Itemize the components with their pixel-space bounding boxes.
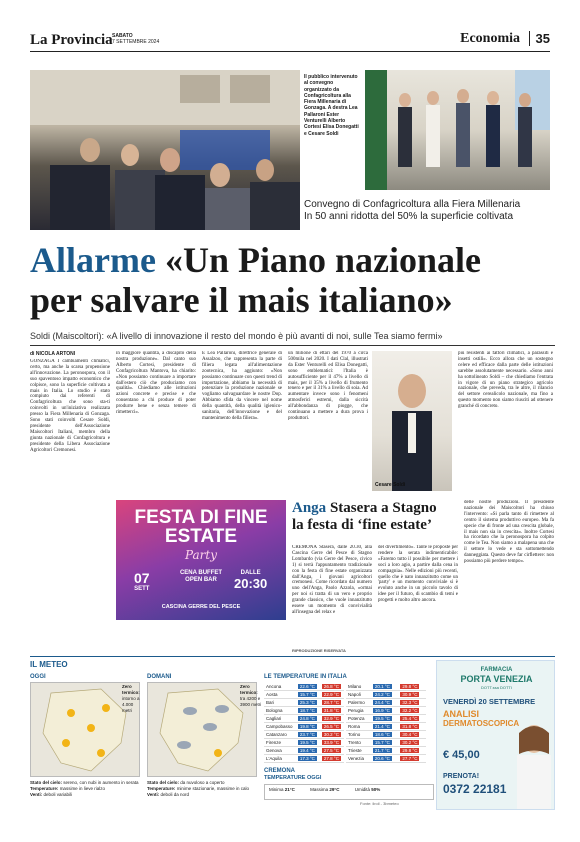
zero-label-today: Zero termico: xyxy=(122,684,140,695)
poster-month: SETT xyxy=(134,586,150,592)
speakers-photo-art xyxy=(365,70,550,190)
byline: di NICOLA ARTONI xyxy=(30,351,76,357)
temp-min: 19.8 °C xyxy=(299,724,315,729)
poster-date xyxy=(134,570,150,592)
ad-book: PRENOTA! xyxy=(443,773,480,780)
temp-city: Aosta xyxy=(264,691,296,699)
temp-city: Genova xyxy=(264,747,296,755)
temps-header: LE TEMPERATURE IN ITALIA xyxy=(264,674,347,680)
umidita-label: Umidità xyxy=(354,787,370,792)
temp-min: 16.9 °C xyxy=(374,708,390,713)
temp-city: Palermo xyxy=(346,699,371,707)
temp-max: 27.7 °C xyxy=(402,756,418,761)
minima-value: 21°C xyxy=(284,787,295,792)
article-col-3: E Lea Pallaroni, direttrice generale di Assalzoo, che rappresenta la parte di filiera legata all'alimentazione zootecnica, ha aggiunto: «Non possiamo continuare con questi trend di importazione, abbiamo la necessità di potenziare la produzione nazionale se vogliamo salvaguardare le nostre Dop. Abbiamo sfida da vincere nel nome della quantità, della qualità igienico-sanitaria, dell'innovazione e del mantenimento della filiera». xyxy=(202,351,282,421)
legend-text: da nuvoloso a coperto xyxy=(180,780,225,785)
photo-caption: Il pubblico intervenuto al convegno organizzato da Confagricoltura alla Fiera Millenaria di Gonzaga. A destra Lea Pallaroni Ester Venturelli Alberto Cortesi Elisa Donegatti e Cesare Soldi xyxy=(304,74,359,137)
legend-label: Stato del cielo: xyxy=(30,780,64,785)
temp-city: L'Aquila xyxy=(264,755,296,763)
temp-min: 22.6 °C xyxy=(299,684,315,689)
audience-photo xyxy=(30,70,300,230)
legend-label: Temperature: xyxy=(147,786,177,791)
issue-date xyxy=(112,33,159,45)
weather-source: Fonte: ilroil - 3bmeteo xyxy=(360,801,399,806)
article-col-6: delle nostre produzioni. Il presidente nazionale dei Maiscoltori ha chiuso l'intervento: «Si parla tanto di rimettere al centro il sistema produttivo europeo. Ma fa specie che di fronte ad una crescita globale, il mais non sia in crescita». Inoltre Cortesi ha ricordato che la peronospora ha colpito come le Tea. Non siamo a malapena una che il settore lo vede e sta sottomettendo danneggiata. Questo deve far cirflettere: non possiamo più perdere tempo». xyxy=(464,500,554,565)
main-headline xyxy=(30,240,555,320)
temp-row xyxy=(346,731,426,739)
temp-max: 30.9 °C xyxy=(402,692,418,697)
temp-row xyxy=(346,755,426,763)
temp-max: 31.8 °C xyxy=(323,708,339,713)
ad-brand-top: FARMACIA xyxy=(480,667,513,673)
temp-city: Bologna xyxy=(264,707,296,715)
temp-max: 27.8 °C xyxy=(323,756,339,761)
temp-max: 29.8 °C xyxy=(402,684,418,689)
massima-value: 29°C xyxy=(329,787,340,792)
temp-row xyxy=(346,739,426,747)
ad-phone: 0372 22181 xyxy=(443,782,507,796)
temp-row xyxy=(264,723,344,731)
temp-min: 20.1 °C xyxy=(374,684,390,689)
temp-city: Cagliari xyxy=(264,715,296,723)
article-col-4: un milione di ettari del 1970 a circa 500mila nel 2020. I dati Clal, illustrati da Ester Venturelli ed Elisa Donegatti, sono emblematici: l'Italia è autosufficiente per il 47% a livello di mais, per il 35% a livello di frumento tenero e per il 31% a livello di soia. Ad aumentare invece sono i fenomeni atmosferici estremi, dalla siccità all'abbondanza di piogge, che continuano a mettere a dura prova i produttori. xyxy=(288,351,368,421)
minima-label: Minima xyxy=(269,787,284,792)
temp-city: Roma xyxy=(346,723,371,731)
temp-city: Milano xyxy=(346,683,371,691)
ad-date: VENERDÌ 20 SETTEMBRE xyxy=(443,697,536,706)
issue-date-text: 7 SETTEMBRE 2024 xyxy=(112,39,160,45)
page-header xyxy=(30,30,550,52)
temp-max: 26.8 °C xyxy=(323,684,339,689)
temp-max: 33.9 °C xyxy=(323,740,339,745)
poster-day: 07 xyxy=(134,570,150,586)
legend-text: minime stazionarie, massime in calo xyxy=(176,786,249,791)
temps-table-1 xyxy=(264,683,344,763)
temp-city: Firenze xyxy=(264,739,296,747)
page-number: 35 xyxy=(529,31,550,46)
temp-min: 21.4 °C xyxy=(374,724,390,729)
temp-min: 17.3 °C xyxy=(299,756,315,761)
temp-min: 18.6 °C xyxy=(374,732,390,737)
poster-title: FESTA DI FINE ESTATE xyxy=(134,507,268,547)
weather-header: IL METEO xyxy=(30,660,68,669)
temp-min: 24.8 °C xyxy=(299,716,315,721)
poster-place: CASCINA GERRE DEL PESCE xyxy=(161,604,241,610)
temp-min: 21.7 °C xyxy=(374,748,390,753)
temp-max: 25.4 °C xyxy=(402,716,418,721)
article-col-5: più resistenti ai fattori climatici, a parassiti e insetti ostili». Ecco allora che un sostegno celere ed efficace dalla parte delle istituzioni sarebbe assolutamente necessario. «Sono anni ha sottolineato Soldi – che chiediamo l'entrata in vigore di un piano strategico agricolo nazionale, che preveda, tra le altre, il rilancio del settore cerealicolo nazionale, ma fino a questo momento non siamo riusciti ad ottenere granché di concreto. xyxy=(458,351,553,410)
temp-city: Catanzaro xyxy=(264,731,296,739)
weather-divider xyxy=(30,656,555,657)
article-col-2: in maggiore quantità, a discapito della nostra produzione». Dal canto suo Alberto Cortesi, presidente di Confagricoltura Mantova, ha chiarito: «Non possiamo continuare a importare dall'estero ciò che produciamo con qualità». Chiediamo alle istituzioni azioni concrete e precise e che consentano a chi produce di poter produrre bene e senza temere di rimetterci». xyxy=(116,351,196,416)
event-poster xyxy=(116,500,286,620)
legend-today xyxy=(30,780,145,798)
issue-day: SABATO xyxy=(112,33,133,39)
section-title: Economia xyxy=(460,31,520,46)
temp-city: Perugia xyxy=(346,707,371,715)
cremona-temps xyxy=(264,784,434,800)
legend-label: Venti: xyxy=(147,792,161,797)
headline-rest: «Un Piano nazionale xyxy=(164,240,481,280)
temp-max: 28.7 °C xyxy=(323,700,339,705)
summary: Soldi (Maiscoltori): «A livello di innovazione il resto del mondo è più avanti di noi, sulle Tea siamo fermi» xyxy=(30,331,443,341)
temp-row xyxy=(264,707,344,715)
temp-min: 19.5 °C xyxy=(374,716,390,721)
temp-row xyxy=(264,755,344,763)
temp-max: 31.8 °C xyxy=(402,724,418,729)
ad-brand-name: PORTA VENEZIA xyxy=(460,674,533,684)
ad-service-2: DERMATOSCOPICA xyxy=(443,719,520,728)
poster-script: Party xyxy=(184,548,218,562)
temp-min: 24.4 °C xyxy=(374,700,390,705)
umidita-value: 50% xyxy=(371,787,381,792)
temp-city: Potenza xyxy=(346,715,371,723)
zero-termico-tomorrow xyxy=(240,684,262,708)
temp-row xyxy=(264,739,344,747)
zero-value-today: intorno a 4.000 metri xyxy=(122,696,140,713)
legend-tomorrow xyxy=(147,780,262,798)
temp-min: 20.6 °C xyxy=(374,756,390,761)
event-kicker: Anga xyxy=(292,500,327,516)
deck xyxy=(304,199,554,223)
event-repro: RIPRODUZIONE RISERVATA xyxy=(292,648,346,653)
temp-max: 29.8 °C xyxy=(402,748,418,753)
legend-text: sereno, con nubi in aumento in serata xyxy=(63,780,139,785)
soldi-caption: Cesare Soldi xyxy=(375,481,406,488)
zero-termico-today xyxy=(122,684,142,714)
legend-label: Venti: xyxy=(30,792,44,797)
temp-row xyxy=(264,731,344,739)
massima-label: Massima xyxy=(310,787,329,792)
temp-city: Trieste xyxy=(346,747,371,755)
poster-time-label: DALLE xyxy=(240,570,261,576)
temp-min: 15.7 °C xyxy=(374,740,390,745)
temp-row xyxy=(264,683,344,691)
temp-min: 24.2 °C xyxy=(374,692,390,697)
temp-min: 23.7 °C xyxy=(299,732,315,737)
temp-min: 15.7 °C xyxy=(299,692,315,697)
temp-min: 25.3 °C xyxy=(299,700,315,705)
temp-row xyxy=(264,691,344,699)
temp-row xyxy=(346,723,426,731)
temp-row xyxy=(346,707,426,715)
pharmacy-ad[interactable] xyxy=(436,660,555,810)
event-col-1: CREMONA Stasera, dalle 20.30, alla Cascina Gerre del Pesce di Stagno Lombardo (via Gerre del Pesce, civico 1) si terrà l'appuntamento tradizionale con la festa di fine estate organizzata dall'Anga, i giovani agricoltori cremonesi. Come ricordato dal numero uno dell'Anga, Paolo Azzola, «ormai per noi si tratta di un vero e proprio grande classico, che vuole innanzitutto essere un momento di convivialità all'insegna del relax e xyxy=(292,545,372,615)
legend-label: Temperature: xyxy=(30,786,60,791)
temp-city: Torino xyxy=(346,731,371,739)
cremona-title: CREMONA xyxy=(264,768,295,774)
temp-row xyxy=(346,715,426,723)
temp-max: 32.3 °C xyxy=(402,700,418,705)
event-col-2: del divertimento». Tante le proposte per rendere la serata indimenticabile: «Faremo tutto il possibile per mettere i soci a loro agio, a partire dalla cena in compagnia». Nelle edizioni più recenti, quello che è nato innanzitutto come un 'party' e un momento conviviale si è evoluto anche in un piccolo tavolo di idee per il futuro, di scambio di temi e progetti e molto altro ancora. xyxy=(378,545,458,604)
article-col-1: GONZAGA I cambiamenti climatici, certo, ma anche la scarsa propensione all'innovazione. La peronospora, con il suo spaventoso impatto economico che colpisce, sono la superficie coltivata a mais in Italia. Lo studio è stato compiuto dai referenti di Confagricoltura che sono sta-ti coinvolti in un'iniziativa realizzata presso la Fiera Millenaria di Gonzaga. Sono stati coinvolti Cesare Soldi, presidente dell'Associazione Maiscoltori Italiani, membro della giunta nazionale di Confagricoltura e presidente della Libera Associazione Agricoltori Cremonesi. xyxy=(30,359,110,453)
event-title-rest: Stasera a Stagno xyxy=(329,500,437,516)
cremona-subtitle: TEMPERATURE OGGI xyxy=(264,775,322,781)
temp-city: Napoli xyxy=(346,691,371,699)
temp-max: 27.5 °C xyxy=(323,748,339,753)
temp-city: Trento xyxy=(346,739,371,747)
temp-max: 32.2 °C xyxy=(402,708,418,713)
temp-row xyxy=(264,699,344,707)
temp-min: 19.5 °C xyxy=(299,740,315,745)
temp-row xyxy=(346,683,426,691)
deck-line-1: Convegno di Confagricoltura alla Fiera Millenaria xyxy=(304,199,521,210)
ad-brand-sub: DOTT.ssa DOTTI xyxy=(481,685,512,690)
legend-text: deboli variabili xyxy=(43,792,73,797)
zero-label-tomorrow: Zero termico: xyxy=(240,684,258,695)
legend-text: deboli da nord xyxy=(160,792,190,797)
headline-line-1 xyxy=(30,240,555,280)
weather-today-label: OGGI xyxy=(30,674,46,680)
temp-max: 30.2 °C xyxy=(323,732,339,737)
weather-tomorrow-label: DOMANI xyxy=(147,674,172,680)
poster-time-value: 20:30 xyxy=(234,576,268,591)
soldi-photo xyxy=(372,351,452,491)
ad-woman-image xyxy=(509,719,554,809)
temp-max: 30.2 °C xyxy=(402,740,418,745)
zero-value-tomorrow: tra 4200 e 3900 metri xyxy=(240,696,262,707)
divider xyxy=(30,345,555,346)
event-headline-line-2: la festa di ‘fine estate’ xyxy=(292,517,432,533)
temp-max: 26.5 °C xyxy=(323,724,339,729)
temp-max: 30.4 °C xyxy=(402,732,418,737)
speakers-photo xyxy=(365,70,550,190)
temp-row xyxy=(346,699,426,707)
soldi-photo-art xyxy=(372,351,452,491)
headline-line-2: per salvare il mais italiano» xyxy=(30,280,453,320)
legend-row xyxy=(147,792,262,798)
temp-max: 22.9 °C xyxy=(323,692,339,697)
temp-city: Campobasso xyxy=(264,723,296,731)
temp-min: 18.7 °C xyxy=(299,708,315,713)
deck-line-2: In 50 anni ridotta del 50% la superficie coltivata xyxy=(304,211,514,222)
temp-row xyxy=(264,747,344,755)
temp-city: Bari xyxy=(264,699,296,707)
temps-table-2 xyxy=(346,683,426,763)
temp-row xyxy=(346,747,426,755)
legend-row xyxy=(30,792,145,798)
temp-city: Ancona xyxy=(264,683,296,691)
legend-label: Stato del cielo: xyxy=(147,780,181,785)
temp-row xyxy=(346,691,426,699)
poster-menu: CENA BUFFET OPEN BAR xyxy=(179,570,223,583)
temp-row xyxy=(264,715,344,723)
temp-city: Venezia xyxy=(346,755,371,763)
temp-max: 32.9 °C xyxy=(323,716,339,721)
poster-time xyxy=(234,570,267,591)
ad-price: € 45,00 xyxy=(443,749,480,761)
newspaper-logo: La Provincia xyxy=(30,32,113,48)
audience-photo-art xyxy=(30,70,300,230)
temp-min: 19.4 °C xyxy=(299,748,315,753)
ad-service-1: ANALISI xyxy=(443,709,479,719)
headline-kicker-word: Allarme xyxy=(30,240,156,280)
legend-text: massime in lieve rialzo xyxy=(59,786,105,791)
